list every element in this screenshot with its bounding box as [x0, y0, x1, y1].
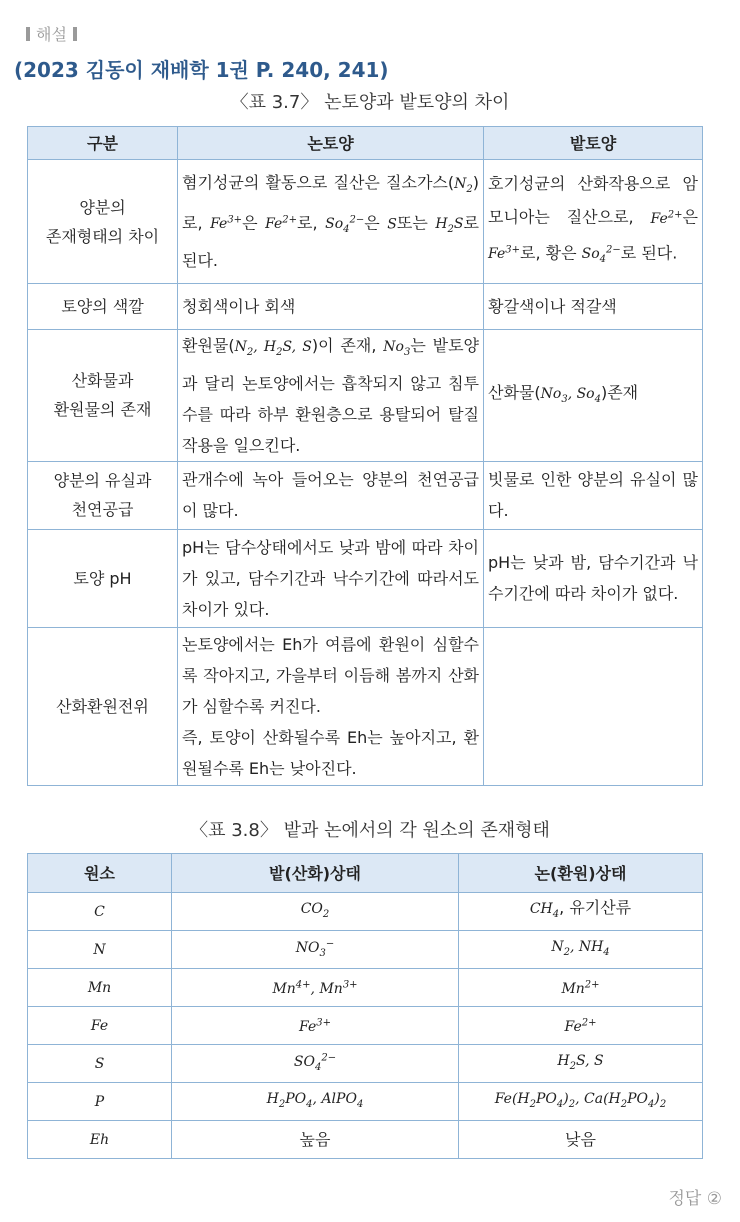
- category-cell: 양분의 존재형태의 차이: [28, 160, 178, 284]
- table-row: [28, 969, 703, 1007]
- element-cell: Fe: [28, 1007, 172, 1045]
- paddy-form-cell: $Fe^{2+}$: [459, 1007, 703, 1045]
- category-cell: 산화물과 환원물의 존재: [28, 330, 178, 462]
- table-header-row: [28, 854, 703, 893]
- category-cell: 토양 pH: [28, 529, 178, 627]
- upland-cell: 빗물로 인한 양분의 유실이 많다.: [484, 461, 703, 529]
- header-cell: 논(환원)상태: [459, 854, 703, 893]
- header-cell: 원소: [28, 854, 172, 893]
- upland-cell: pH는 낮과 밤, 담수기간과 낙수기간에 따라 차이가 없다.: [484, 529, 703, 627]
- section-label-text: 해설: [36, 25, 67, 44]
- paddy-form-cell: $H_2S$, S: [459, 1045, 703, 1083]
- table2-caption: 〈표 3.8〉 밭과 논에서의 각 원소의 존재형태: [190, 820, 550, 841]
- paddy-upland-comparison-table: [27, 126, 703, 786]
- table-row: [28, 461, 703, 529]
- paddy-form-cell: $Fe(H_2PO_4)_2$, $Ca(H_2PO_4)_2$: [459, 1083, 703, 1121]
- table-row: [28, 330, 703, 462]
- upland-form-cell: $Fe^{3+}$: [172, 1007, 459, 1045]
- table-row: [28, 1083, 703, 1121]
- element-cell: Mn: [28, 969, 172, 1007]
- upland-cell: [484, 627, 703, 785]
- element-cell: Eh: [28, 1121, 172, 1159]
- paddy-form-cell: $Mn^{2+}$: [459, 969, 703, 1007]
- table-row: [28, 284, 703, 330]
- table-row: [28, 627, 703, 785]
- upland-form-cell: 높음: [172, 1121, 459, 1159]
- element-cell: S: [28, 1045, 172, 1083]
- table-row: [28, 893, 703, 931]
- element-forms-table: [27, 853, 703, 1159]
- upland-cell: 산화물($No_3$, $So_4$)존재: [484, 330, 703, 462]
- element-cell: C: [28, 893, 172, 931]
- element-cell: N: [28, 931, 172, 969]
- table-header-row: [28, 127, 703, 160]
- table-row: [28, 160, 703, 284]
- paddy-cell: pH는 담수상태에서도 낮과 밤에 따라 차이가 있고, 담수기간과 낙수기간에 따라서도 차이가 있다.: [178, 529, 484, 627]
- section-label: [20, 22, 83, 45]
- source-reference: (2023 김동이 재배학 1권 P. 240, 241): [14, 58, 389, 82]
- paddy-cell: 논토양에서는 Eh가 여름에 환원이 심할수록 작아지고, 가을부터 이듬해 봄까지 산화가 심할수록 커진다. 즉, 토양이 산화될수록 Eh는 높아지고, 환원될수록 Eh는 낮아진다.: [178, 627, 484, 785]
- paddy-cell: 혐기성균의 활동으로 질산은 질소가스$(N_2)$로, $Fe^{3+}$은 $Fe^{2+}$로, $So_4^{2-}$은 S또는 $H_2S$로 된다.: [178, 160, 484, 284]
- table-row: [28, 529, 703, 627]
- category-cell: 양분의 유실과 천연공급: [28, 461, 178, 529]
- header-cell: 밭(산화)상태: [172, 854, 459, 893]
- table1-caption: 〈표 3.7〉 논토양과 밭토양의 차이: [230, 92, 510, 113]
- paddy-cell: 청회색이나 회색: [178, 284, 484, 330]
- category-cell: 토양의 색깔: [28, 284, 178, 330]
- paddy-form-cell: $N_2$, $NH_4$: [459, 931, 703, 969]
- table-row: [28, 1121, 703, 1159]
- table-row: [28, 1045, 703, 1083]
- answer-label: 정답 ②: [668, 1189, 722, 1209]
- upland-cell: 호기성균의 산화작용으로 암모니아는 질산으로, $Fe^{2+}$은 $Fe^{3+}$로, 황은 $So_4^{2-}$로 된다.: [484, 160, 703, 284]
- upland-form-cell: $NO_3^-$: [172, 931, 459, 969]
- header-cell: 논토양: [178, 127, 484, 160]
- header-cell: 밭토양: [484, 127, 703, 160]
- paddy-form-cell: $CH_4$, 유기산류: [459, 893, 703, 931]
- upland-cell: 황갈색이나 적갈색: [484, 284, 703, 330]
- category-cell: 산화환원전위: [28, 627, 178, 785]
- upland-form-cell: $CO_2$: [172, 893, 459, 931]
- upland-form-cell: $SO_4^{2-}$: [172, 1045, 459, 1083]
- paddy-cell: 환원물($N_2$, $H_2S$, S)이 존재, $No_3$는 밭토양과 달리 논토양에서는 흡착되지 않고 침투수를 따라 하부 환원층으로 용탈되어 탈질작용을 일으킨다.: [178, 330, 484, 462]
- element-cell: P: [28, 1083, 172, 1121]
- paddy-form-cell: 낮음: [459, 1121, 703, 1159]
- upland-form-cell: $Mn^{4+}$, $Mn^{3+}$: [172, 969, 459, 1007]
- upland-form-cell: $H_2PO_4$, AlPO$_4$: [172, 1083, 459, 1121]
- table-row: [28, 931, 703, 969]
- paddy-cell: 관개수에 녹아 들어오는 양분의 천연공급이 많다.: [178, 461, 484, 529]
- header-cell: 구분: [28, 127, 178, 160]
- table-row: [28, 1007, 703, 1045]
